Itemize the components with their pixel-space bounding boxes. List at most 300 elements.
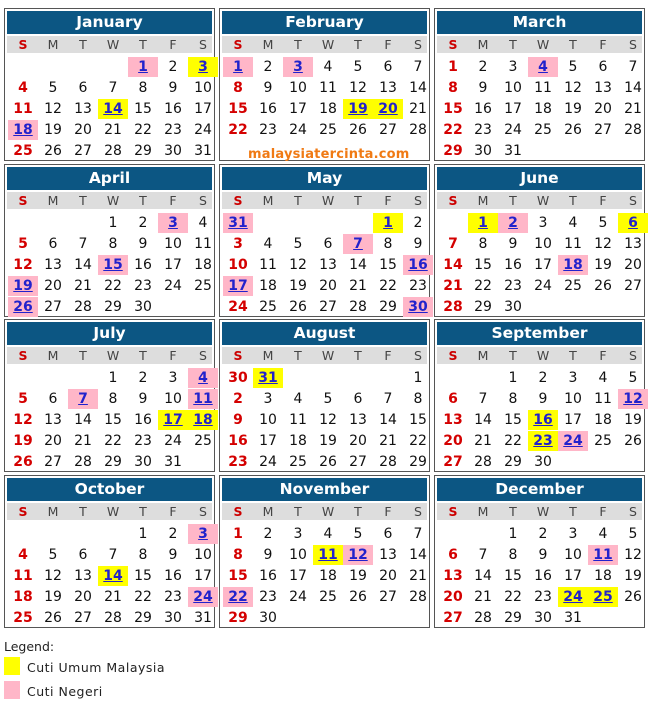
calendar-day: 4	[323, 59, 333, 75]
calendar-day: 29	[504, 454, 522, 470]
weekday-label: W	[536, 348, 550, 363]
holiday-date-link[interactable]: 16	[528, 410, 558, 430]
calendar-day: 20	[74, 122, 92, 138]
calendar-day: 28	[379, 454, 397, 470]
calendar-day: 7	[108, 547, 118, 563]
calendar-day: 8	[508, 547, 518, 563]
calendar-day: 4	[293, 391, 303, 407]
calendar-day: 12	[319, 412, 337, 428]
calendar-day: 2	[263, 59, 273, 75]
holiday-date-link[interactable]: 2	[498, 213, 528, 233]
calendar-day: 22	[134, 122, 152, 138]
calendar-day: 13	[74, 568, 92, 584]
month-april	[4, 164, 215, 317]
calendar-day: 28	[104, 143, 122, 159]
calendar-day: 27	[379, 589, 397, 605]
calendar-day: 29	[409, 454, 427, 470]
weekday-label: W	[536, 504, 550, 519]
calendar-day: 15	[379, 257, 397, 273]
weekday-label: F	[384, 193, 392, 208]
calendar-day: 30	[134, 299, 152, 315]
calendar-day: 26	[594, 278, 612, 294]
calendar-day: 27	[44, 454, 62, 470]
weekday-label: M	[47, 193, 59, 208]
holiday-date-link[interactable]: 11	[313, 545, 343, 565]
weekday-label: S	[629, 37, 637, 52]
calendar-day: 18	[194, 257, 212, 273]
holiday-date-link[interactable]: 4	[528, 57, 558, 77]
weekday-label: S	[18, 504, 28, 519]
calendar-day: 17	[194, 568, 212, 584]
calendar-day: 12	[13, 412, 33, 428]
month-january	[4, 8, 215, 161]
weekday-header	[222, 347, 427, 364]
weekday-label: T	[569, 37, 577, 52]
holiday-date-link[interactable]: 20	[373, 99, 403, 119]
holiday-date-link[interactable]: 24	[188, 587, 218, 607]
calendar-day: 6	[383, 59, 393, 75]
calendar-day: 23	[259, 122, 277, 138]
calendar-day: 2	[138, 370, 148, 386]
holiday-date-link[interactable]: 15	[98, 255, 128, 275]
calendar-day: 16	[504, 257, 522, 273]
weekday-label: T	[294, 193, 302, 208]
month-title: August	[222, 322, 427, 345]
calendar-day: 30	[504, 299, 522, 315]
holiday-date-link[interactable]: 26	[8, 297, 38, 317]
weekday-label: T	[354, 504, 362, 519]
calendar-day: 10	[194, 80, 212, 96]
month-may	[219, 164, 430, 317]
weekday-label: M	[262, 193, 274, 208]
calendar-day: 1	[508, 370, 518, 386]
calendar-day: 8	[233, 547, 243, 563]
calendar-day: 18	[13, 589, 33, 605]
calendar-day: 17	[289, 568, 307, 584]
calendar-day: 23	[164, 589, 182, 605]
calendar-day: 12	[624, 547, 642, 563]
calendar-day: 16	[134, 257, 152, 273]
calendar-day: 29	[474, 299, 492, 315]
calendar-day: 30	[228, 370, 248, 386]
calendar-day: 19	[13, 433, 33, 449]
calendar-day: 13	[443, 568, 463, 584]
holiday-date-link[interactable]: 18	[8, 120, 38, 140]
weekday-label: F	[384, 504, 392, 519]
weekday-label: T	[294, 504, 302, 519]
calendar-day: 10	[164, 236, 182, 252]
calendar-day: 29	[134, 143, 152, 159]
calendar-day: 7	[478, 547, 488, 563]
weekday-label: S	[233, 504, 243, 519]
weekday-label: W	[106, 37, 120, 52]
calendar-day: 17	[289, 101, 307, 117]
calendar-day: 9	[263, 80, 273, 96]
weekday-label: T	[354, 193, 362, 208]
month-june	[434, 164, 645, 317]
calendar-day: 7	[383, 391, 393, 407]
calendar-day: 9	[168, 80, 178, 96]
holiday-date-link[interactable]: 17	[223, 276, 253, 296]
calendar-day: 22	[379, 278, 397, 294]
calendar-day: 27	[44, 299, 62, 315]
calendar-day: 27	[594, 122, 612, 138]
calendar-day: 10	[534, 236, 552, 252]
weekday-label: T	[139, 193, 147, 208]
calendar-day: 8	[108, 236, 118, 252]
holiday-date-link[interactable]: 19	[343, 99, 373, 119]
calendar-day: 1	[108, 370, 118, 386]
calendar-day: 15	[409, 412, 427, 428]
weekday-label: T	[569, 504, 577, 519]
calendar-day: 25	[194, 278, 212, 294]
calendar-day: 16	[259, 101, 277, 117]
calendar-day: 21	[409, 568, 427, 584]
holiday-date-link[interactable]: 3	[283, 57, 313, 77]
calendar-day: 16	[534, 568, 552, 584]
calendar-day: 6	[598, 59, 608, 75]
calendar-day: 19	[624, 568, 642, 584]
holiday-date-link[interactable]: 1	[223, 57, 253, 77]
calendar-day: 15	[228, 568, 248, 584]
calendar-day: 23	[504, 278, 522, 294]
calendar-day: 29	[134, 610, 152, 626]
calendar-day: 5	[568, 59, 578, 75]
calendar-day: 27	[443, 610, 463, 626]
calendar-day: 20	[74, 589, 92, 605]
holiday-date-link[interactable]: 24	[558, 431, 588, 451]
calendar-day: 10	[289, 547, 307, 563]
calendar-day: 11	[194, 236, 212, 252]
calendar-day: 12	[289, 257, 307, 273]
calendar-day: 16	[228, 433, 248, 449]
holiday-date-link[interactable]: 11	[188, 389, 218, 409]
calendar-day: 14	[349, 257, 367, 273]
weekday-label: M	[47, 504, 59, 519]
calendar-day: 10	[564, 547, 582, 563]
calendar-day: 1	[108, 215, 118, 231]
month-december	[434, 475, 645, 628]
calendar-day: 26	[319, 454, 337, 470]
holiday-date-link[interactable]: 3	[188, 57, 218, 77]
calendar-day: 19	[319, 433, 337, 449]
holiday-date-link[interactable]: 3	[188, 524, 218, 544]
calendar-day: 13	[624, 236, 642, 252]
calendar-day: 26	[564, 122, 582, 138]
calendar-day: 8	[138, 80, 148, 96]
calendar-day: 6	[78, 80, 88, 96]
calendar-day: 18	[594, 568, 612, 584]
calendar-day: 21	[409, 101, 427, 117]
month-title: December	[437, 478, 642, 501]
month-title: April	[7, 167, 212, 190]
calendar-day: 17	[564, 412, 582, 428]
holiday-date-link[interactable]: 7	[68, 389, 98, 409]
calendar-day: 4	[598, 526, 608, 542]
calendar-day: 20	[443, 589, 463, 605]
calendar-day: 10	[164, 391, 182, 407]
calendar-day: 2	[538, 526, 548, 542]
holiday-date-link[interactable]: 30	[403, 297, 433, 317]
calendar-day: 14	[409, 547, 427, 563]
weekday-label: S	[414, 193, 422, 208]
calendar-day: 10	[259, 412, 277, 428]
calendar-day: 29	[379, 299, 397, 315]
calendar-day: 8	[508, 391, 518, 407]
weekday-label: W	[321, 193, 335, 208]
weekday-label: T	[354, 348, 362, 363]
holiday-date-link[interactable]: 19	[8, 276, 38, 296]
calendar-day: 24	[289, 589, 307, 605]
holiday-date-link[interactable]: 25	[588, 587, 618, 607]
holiday-date-link[interactable]: 1	[128, 57, 158, 77]
calendar-day: 22	[474, 278, 492, 294]
calendar-day: 9	[508, 236, 518, 252]
holiday-date-link[interactable]: 12	[618, 389, 648, 409]
month-title: November	[222, 478, 427, 501]
calendar-day: 25	[564, 278, 582, 294]
weekday-label: M	[47, 348, 59, 363]
holiday-date-link[interactable]: 14	[98, 566, 128, 586]
calendar-day: 2	[138, 215, 148, 231]
calendar-day: 18	[289, 433, 307, 449]
calendar-day: 1	[233, 526, 243, 542]
holiday-date-link[interactable]: 17	[158, 410, 188, 430]
holiday-date-link[interactable]: 22	[223, 587, 253, 607]
calendar-day: 11	[13, 568, 33, 584]
weekday-label: S	[448, 348, 458, 363]
weekday-header	[222, 36, 427, 53]
calendar-day: 13	[379, 80, 397, 96]
weekday-label: S	[448, 193, 458, 208]
holiday-date-link[interactable]: 16	[403, 255, 433, 275]
weekday-label: T	[354, 37, 362, 52]
calendar-day: 30	[534, 454, 552, 470]
weekday-header	[222, 503, 427, 520]
calendar-day: 19	[44, 589, 62, 605]
month-july	[4, 319, 215, 472]
calendar-day: 29	[228, 610, 248, 626]
calendar-day: 8	[413, 391, 423, 407]
calendar-day: 10	[289, 80, 307, 96]
weekday-label: M	[477, 348, 489, 363]
holiday-date-link[interactable]: 3	[158, 213, 188, 233]
calendar-day: 26	[349, 122, 367, 138]
calendar-day: 4	[198, 215, 208, 231]
calendar-day: 2	[413, 215, 423, 231]
calendar-day: 5	[18, 236, 28, 252]
calendar-day: 20	[44, 433, 62, 449]
calendar-day: 25	[594, 433, 612, 449]
holiday-date-link[interactable]: 4	[188, 368, 218, 388]
calendar-day: 15	[134, 568, 152, 584]
calendar-day: 13	[443, 412, 463, 428]
calendar-day: 19	[624, 412, 642, 428]
calendar-day: 17	[259, 433, 277, 449]
calendar-day: 26	[349, 589, 367, 605]
calendar-day: 13	[319, 257, 337, 273]
calendar-day: 31	[504, 143, 522, 159]
weekday-label: F	[384, 37, 392, 52]
calendar-day: 29	[104, 454, 122, 470]
calendar-day: 19	[564, 101, 582, 117]
calendar-day: 5	[18, 391, 28, 407]
calendar-day: 12	[564, 80, 582, 96]
weekday-label: S	[18, 348, 28, 363]
calendar-day: 9	[168, 547, 178, 563]
holiday-date-link[interactable]: 11	[588, 545, 618, 565]
calendar-day: 6	[48, 236, 58, 252]
calendar-day: 21	[74, 278, 92, 294]
weekday-header	[437, 347, 642, 364]
calendar-day: 28	[74, 454, 92, 470]
calendar-day: 28	[474, 454, 492, 470]
calendar-day: 15	[228, 101, 248, 117]
weekday-label: M	[262, 348, 274, 363]
weekday-label: M	[47, 37, 59, 52]
holiday-date-link[interactable]: 31	[223, 213, 253, 233]
calendar-day: 2	[538, 370, 548, 386]
calendar-day: 9	[138, 391, 148, 407]
calendar-day: 27	[319, 299, 337, 315]
weekday-label: S	[233, 193, 243, 208]
calendar-day: 25	[319, 589, 337, 605]
weekday-label: M	[477, 193, 489, 208]
calendar-day: 5	[353, 526, 363, 542]
calendar-day: 7	[628, 59, 638, 75]
calendar-day: 28	[443, 299, 463, 315]
holiday-date-link[interactable]: 7	[343, 234, 373, 254]
weekday-header	[222, 192, 427, 209]
calendar-day: 9	[538, 391, 548, 407]
calendar-day: 2	[478, 59, 488, 75]
weekday-label: S	[233, 348, 243, 363]
calendar-day: 18	[594, 412, 612, 428]
weekday-label: T	[569, 193, 577, 208]
holiday-date-link[interactable]: 14	[98, 99, 128, 119]
month-march	[434, 8, 645, 161]
calendar-day: 4	[598, 370, 608, 386]
calendar-day: 15	[504, 412, 522, 428]
calendar-day: 31	[564, 610, 582, 626]
month-title: March	[437, 11, 642, 34]
calendar-day: 29	[443, 143, 463, 159]
holiday-date-link[interactable]: 1	[468, 213, 498, 233]
calendar-day: 26	[624, 433, 642, 449]
month-title: May	[222, 167, 427, 190]
calendar-day: 25	[289, 454, 307, 470]
calendar-day: 5	[353, 59, 363, 75]
site-watermark: malaysiatercinta.com	[248, 147, 410, 162]
calendar-day: 27	[74, 610, 92, 626]
calendar-day: 3	[293, 526, 303, 542]
calendar-day: 27	[443, 454, 463, 470]
calendar-day: 19	[594, 257, 612, 273]
calendar-day: 2	[168, 526, 178, 542]
weekday-label: F	[384, 348, 392, 363]
weekday-label: W	[321, 504, 335, 519]
calendar-day: 22	[504, 589, 522, 605]
calendar-day: 2	[233, 391, 243, 407]
calendar-day: 21	[104, 122, 122, 138]
calendar-day: 1	[508, 526, 518, 542]
calendar-day: 24	[164, 278, 182, 294]
weekday-label: W	[536, 193, 550, 208]
calendar-day: 22	[409, 433, 427, 449]
calendar-day: 26	[44, 143, 62, 159]
calendar-day: 14	[474, 568, 492, 584]
weekday-label: T	[509, 348, 517, 363]
holiday-date-link[interactable]: 12	[343, 545, 373, 565]
calendar-day: 5	[598, 215, 608, 231]
calendar-day: 19	[289, 278, 307, 294]
holiday-date-link[interactable]: 1	[373, 213, 403, 233]
holiday-date-link[interactable]: 18	[188, 410, 218, 430]
calendar-day: 22	[504, 433, 522, 449]
calendar-day: 3	[538, 215, 548, 231]
calendar-day: 13	[74, 101, 92, 117]
calendar-day: 12	[13, 257, 33, 273]
weekday-label: S	[629, 348, 637, 363]
weekday-label: T	[139, 348, 147, 363]
calendar-day: 4	[568, 215, 578, 231]
calendar-day: 14	[379, 412, 397, 428]
weekday-label: M	[262, 37, 274, 52]
legend-swatch-public	[4, 657, 20, 675]
holiday-date-link[interactable]: 18	[558, 255, 588, 275]
calendar-day: 9	[413, 236, 423, 252]
calendar-day: 6	[78, 547, 88, 563]
calendar-day: 30	[474, 143, 492, 159]
weekday-label: M	[262, 504, 274, 519]
calendar-day: 7	[108, 80, 118, 96]
calendar-day: 9	[538, 547, 548, 563]
calendar-day: 20	[443, 433, 463, 449]
calendar-day: 21	[74, 433, 92, 449]
calendar-day: 27	[379, 122, 397, 138]
calendar-day: 3	[168, 370, 178, 386]
calendar-day: 8	[383, 236, 393, 252]
calendar-day: 4	[18, 80, 28, 96]
month-title: July	[7, 322, 212, 345]
month-february	[219, 8, 430, 161]
weekday-header	[7, 192, 212, 209]
calendar-day: 20	[624, 257, 642, 273]
calendar-day: 22	[104, 278, 122, 294]
calendar-day: 12	[44, 101, 62, 117]
calendar-day: 23	[134, 278, 152, 294]
holiday-date-link[interactable]: 31	[253, 368, 283, 388]
weekday-label: T	[509, 37, 517, 52]
weekday-label: T	[569, 348, 577, 363]
weekday-label: W	[321, 37, 335, 52]
calendar-day: 5	[628, 370, 638, 386]
weekday-label: T	[79, 193, 87, 208]
weekday-label: S	[629, 504, 637, 519]
holiday-date-link[interactable]: 23	[528, 431, 558, 451]
holiday-date-link[interactable]: 6	[618, 213, 648, 233]
calendar-day: 24	[228, 299, 248, 315]
legend-label-public: Cuti Umum Malaysia	[27, 660, 166, 675]
month-november	[219, 475, 430, 628]
holiday-date-link[interactable]: 24	[558, 587, 588, 607]
month-august	[219, 319, 430, 472]
calendar-day: 6	[353, 391, 363, 407]
calendar-day: 14	[74, 257, 92, 273]
calendar-day: 6	[323, 236, 333, 252]
weekday-header	[7, 503, 212, 520]
calendar-day: 9	[138, 236, 148, 252]
